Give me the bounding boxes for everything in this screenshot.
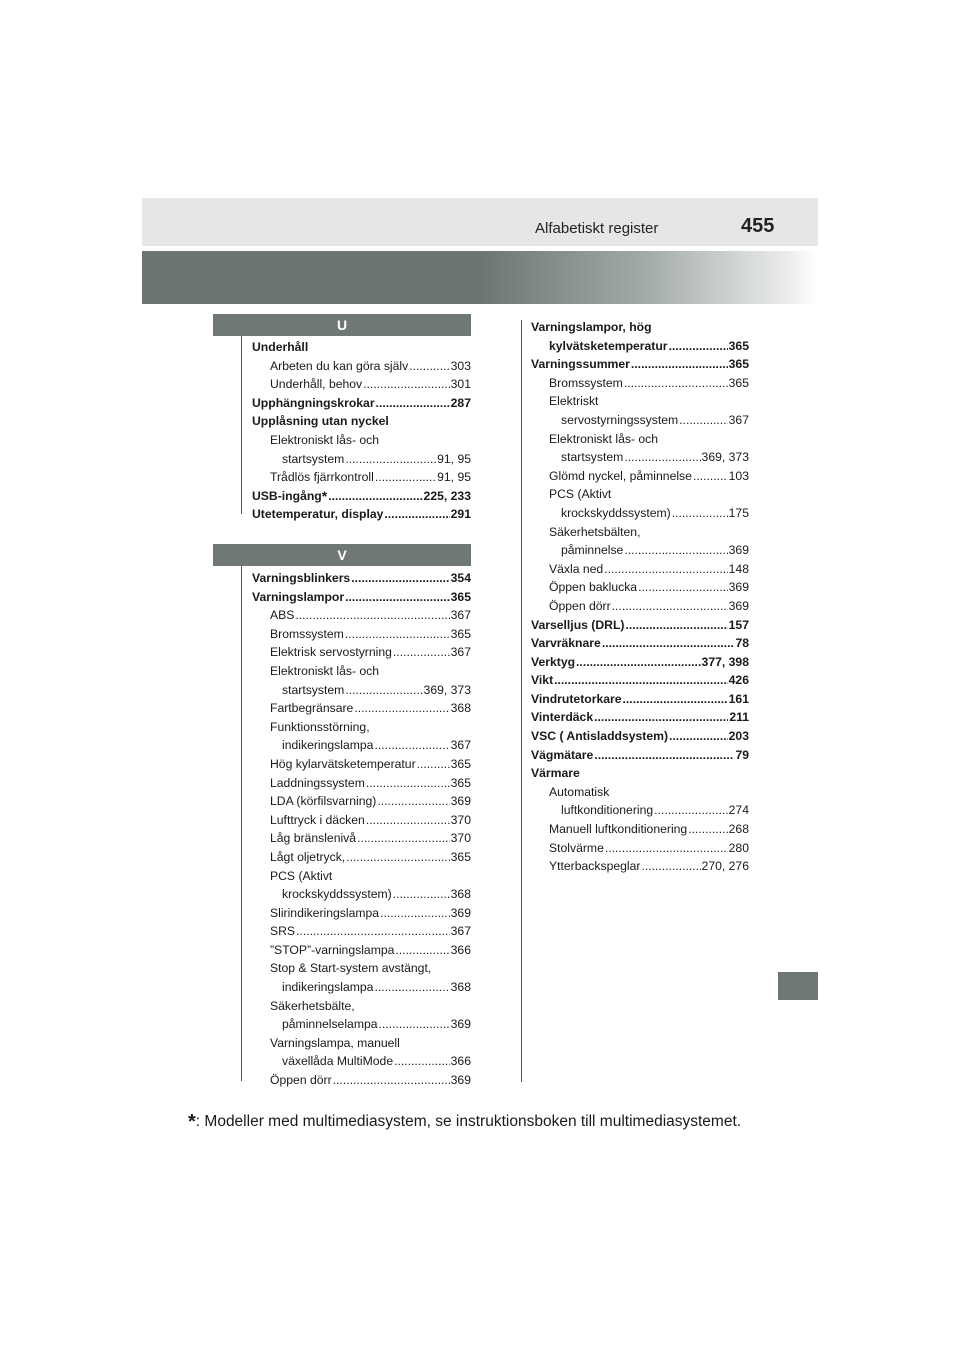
- dot-leader: [641, 857, 700, 876]
- index-entry: [252, 1034, 471, 1053]
- index-entry: [252, 606, 471, 625]
- dot-leader: [594, 746, 734, 765]
- index-column-right: [531, 318, 749, 876]
- index-entry-text: Bromssystem: [270, 626, 344, 641]
- index-entry-page: 369, 373: [423, 682, 471, 697]
- index-entry-page: 368: [450, 887, 471, 902]
- index-entry: [531, 801, 749, 820]
- index-entry: [531, 708, 749, 727]
- dot-leader: [357, 829, 450, 848]
- column-rule-v: [241, 566, 242, 1081]
- dot-leader: [375, 468, 436, 487]
- index-entry: [252, 792, 471, 811]
- index-entry-text: krockskyddssystem): [561, 505, 671, 520]
- index-entry-page: 426: [728, 673, 749, 688]
- index-entry-page: 78: [735, 636, 749, 651]
- index-entry-page: 79: [735, 747, 749, 762]
- index-entry-page: 366: [450, 1054, 471, 1069]
- index-entry: [252, 959, 471, 978]
- footnote-marker: *: [321, 487, 328, 504]
- index-entry: [531, 560, 749, 579]
- index-entry: [252, 662, 471, 681]
- index-entry-page: 203: [728, 729, 749, 744]
- index-entry-text: krockskyddssystem): [282, 887, 392, 902]
- dot-leader: [377, 792, 449, 811]
- index-entry: [252, 681, 471, 700]
- header-bar: [142, 198, 818, 246]
- index-entry: [252, 468, 471, 487]
- dot-leader: [624, 374, 728, 393]
- dot-leader: [346, 848, 449, 867]
- page-number: 455: [741, 215, 775, 237]
- index-entry: [252, 885, 471, 904]
- index-entry: [252, 569, 471, 588]
- index-entry-page: 274: [728, 803, 749, 818]
- index-entry-text: Lufttryck i däcken: [270, 812, 365, 827]
- dot-leader: [366, 811, 450, 830]
- dot-leader: [654, 801, 728, 820]
- index-entry: [252, 829, 471, 848]
- index-entry: [252, 755, 471, 774]
- index-entry: [531, 597, 749, 616]
- index-entry-text: Stop & Start-system avstängt,: [270, 961, 432, 976]
- index-entry: [252, 867, 471, 886]
- index-entry-text: Öppen baklucka: [549, 580, 638, 595]
- index-entry-page: 225, 233: [423, 488, 471, 503]
- index-entry-page: 91, 95: [437, 451, 471, 466]
- dot-leader: [295, 606, 449, 625]
- index-entry: [531, 690, 749, 709]
- index-entry-text: Laddningssystem: [270, 775, 365, 790]
- column-rule-middle: [521, 320, 522, 1082]
- index-entry-text: luftkonditionering: [561, 803, 654, 818]
- index-entry-text: Varningslampor: [252, 589, 345, 604]
- index-entry-text: Verktyg: [531, 654, 576, 669]
- index-entry-text: Elektroniskt lås- och: [270, 432, 380, 447]
- index-entry: [252, 588, 471, 607]
- index-entry-page: 148: [728, 561, 749, 576]
- index-entry: [531, 653, 749, 672]
- index-entry-text: Säkerhetsbälte,: [270, 998, 355, 1013]
- index-entry-page: 301: [450, 377, 471, 392]
- index-entry-page: 365: [728, 338, 749, 353]
- index-entry: [531, 485, 749, 504]
- index-entry-text: startsystem: [282, 451, 345, 466]
- index-entry-text: indikeringslampa: [282, 980, 374, 995]
- chapter-side-tab: [778, 972, 818, 1000]
- index-entry-page: 103: [728, 468, 749, 483]
- index-entry-page: 175: [728, 505, 749, 520]
- dot-leader: [345, 588, 450, 607]
- index-entry-page: 91, 95: [437, 470, 471, 485]
- index-entry-text: Underhåll: [252, 340, 309, 354]
- index-entry-text: LDA (körfilsvarning): [270, 794, 377, 809]
- dot-leader: [693, 467, 728, 486]
- dot-leader: [624, 448, 700, 467]
- index-entry-text: Ytterbackspeglar: [549, 859, 641, 874]
- index-entry: [252, 643, 471, 662]
- dot-leader: [679, 411, 727, 430]
- index-entry: [531, 616, 749, 635]
- dot-leader: [296, 922, 450, 941]
- index-entry-text: Lågt oljetryck,: [270, 849, 346, 864]
- index-entry-page: 370: [450, 812, 471, 827]
- footnote-star: *: [188, 1111, 196, 1133]
- index-entry: [531, 727, 749, 746]
- index-entry: [531, 764, 749, 783]
- index-column-u: [252, 338, 471, 524]
- index-entry: [252, 774, 471, 793]
- dot-leader: [554, 671, 728, 690]
- index-entry: [252, 904, 471, 923]
- dot-leader: [624, 541, 727, 560]
- index-entry-text: ”STOP”-varningslampa: [270, 942, 395, 957]
- index-entry-text: påminnelse: [561, 543, 624, 558]
- index-entry: [531, 504, 749, 523]
- dot-leader: [638, 578, 728, 597]
- dot-leader: [376, 394, 450, 413]
- index-entry-page: 270, 276: [701, 859, 749, 874]
- index-entry-text: kylvätsketemperatur: [549, 338, 668, 353]
- index-entry-text: Trådlös fjärrkontroll: [270, 470, 374, 485]
- index-entry-text: indikeringslampa: [282, 738, 374, 753]
- index-entry-text: Underhåll, behov: [270, 377, 363, 392]
- index-entry: [252, 699, 471, 718]
- index-entry: [252, 375, 471, 394]
- index-entry-text: Varvräknare: [531, 636, 601, 651]
- index-entry-text: Stolvärme: [549, 840, 604, 855]
- index-entry-text: Manuell luftkonditionering: [549, 822, 688, 837]
- column-rule-u: [241, 336, 242, 514]
- index-entry-text: Varningslampa, manuell: [270, 1035, 400, 1050]
- index-entry-text: USB-ingång: [252, 488, 322, 503]
- index-entry-page: 369: [450, 794, 471, 809]
- index-entry-text: Varningslampor, hög: [531, 320, 652, 334]
- dot-leader: [604, 560, 727, 579]
- index-entry-page: 157: [728, 617, 749, 632]
- dot-leader: [345, 681, 422, 700]
- index-entry: [531, 523, 749, 542]
- index-entry-text: Automatisk: [549, 784, 610, 799]
- index-entry: [531, 839, 749, 858]
- index-entry: [531, 857, 749, 876]
- index-entry: [531, 634, 749, 653]
- index-entry: [252, 505, 471, 524]
- index-entry-page: 365: [450, 775, 471, 790]
- index-entry-text: Arbeten du kan göra själv: [270, 358, 409, 373]
- footnote: [188, 1111, 741, 1134]
- dot-leader: [417, 755, 450, 774]
- index-entry-page: 368: [450, 980, 471, 995]
- index-entry-text: Låg bränslenivå: [270, 831, 357, 846]
- dot-leader: [594, 708, 728, 727]
- footnote-text: : Modeller med multimediasystem, se instruktionsboken till multimediasystemet.: [195, 1113, 742, 1130]
- index-entry-page: 369: [450, 1017, 471, 1032]
- index-entry-page: 365: [728, 375, 749, 390]
- index-entry: [252, 1071, 471, 1090]
- index-entry: [531, 430, 749, 449]
- index-entry-page: 368: [450, 701, 471, 716]
- dot-leader: [366, 774, 450, 793]
- index-entry-page: 370: [450, 831, 471, 846]
- index-entry: [531, 318, 749, 337]
- dot-leader: [409, 357, 449, 376]
- index-entry-page: 377, 398: [701, 654, 749, 669]
- chapter-banner: [142, 251, 818, 304]
- index-entry: [531, 392, 749, 411]
- index-entry-page: 369, 373: [701, 450, 749, 465]
- index-entry: [531, 355, 749, 374]
- index-entry-text: Öppen dörr: [549, 598, 611, 613]
- dot-leader: [354, 699, 449, 718]
- index-entry-text: startsystem: [561, 450, 624, 465]
- dot-leader: [328, 487, 422, 506]
- index-entry-text: Växla ned: [549, 561, 604, 576]
- page-title: Alfabetiskt register: [535, 220, 659, 237]
- dot-leader: [351, 569, 449, 588]
- index-entry-page: 211: [729, 710, 749, 725]
- index-entry: [252, 394, 471, 413]
- index-entry-text: Vikt: [531, 673, 554, 688]
- index-entry-page: 369: [450, 1073, 471, 1088]
- index-entry: [531, 467, 749, 486]
- index-entry-text: Varningsblinkers: [252, 571, 351, 585]
- index-entry: [531, 448, 749, 467]
- index-entry-page: 287: [450, 395, 471, 410]
- dot-leader: [395, 941, 449, 960]
- index-entry: [531, 541, 749, 560]
- index-entry-page: 367: [450, 645, 471, 660]
- dot-leader: [345, 625, 450, 644]
- index-entry: [252, 412, 471, 431]
- index-entry-text: påminnelselampa: [282, 1017, 378, 1032]
- index-entry-text: Varselljus (DRL): [531, 617, 625, 632]
- index-entry-page: 365: [450, 756, 471, 771]
- index-entry-text: Upphängningskrokar: [252, 395, 375, 410]
- index-entry-text: Utetemperatur, display: [252, 507, 384, 522]
- dot-leader: [393, 885, 450, 904]
- section-header-u: U: [213, 314, 471, 336]
- index-entry-text: växellåda MultiMode: [282, 1054, 394, 1069]
- index-entry: [531, 578, 749, 597]
- index-entry-text: Glömd nyckel, påminnelse: [549, 468, 692, 483]
- index-entry: [252, 487, 471, 506]
- index-entry: [252, 338, 471, 357]
- index-entry-text: Elektroniskt lås- och: [549, 431, 659, 446]
- dot-leader: [688, 820, 727, 839]
- dot-leader: [345, 450, 436, 469]
- index-entry: [252, 736, 471, 755]
- index-entry-page: 366: [450, 942, 471, 957]
- dot-leader: [602, 634, 735, 653]
- index-entry-page: 280: [728, 840, 749, 855]
- index-entry-text: Hög kylarvätsketemperatur: [270, 756, 416, 771]
- index-entry: [531, 820, 749, 839]
- index-entry-text: ABS: [270, 608, 295, 623]
- index-entry: [252, 1015, 471, 1034]
- index-entry-page: 161: [728, 691, 749, 706]
- index-entry: [252, 922, 471, 941]
- index-entry-page: 367: [728, 412, 749, 427]
- index-entry-page: 365: [450, 589, 471, 604]
- index-entry: [252, 357, 471, 376]
- index-entry-page: 365: [450, 849, 471, 864]
- dot-leader: [672, 504, 728, 523]
- index-entry-text: servostyrningssystem: [561, 412, 679, 427]
- dot-leader: [625, 616, 727, 635]
- index-entry-page: 354: [450, 571, 471, 585]
- index-entry-page: 369: [728, 598, 749, 613]
- dot-leader: [605, 839, 728, 858]
- index-entry-page: 291: [450, 507, 471, 522]
- index-entry: [252, 978, 471, 997]
- index-entry-text: Vinterdäck: [531, 710, 594, 725]
- dot-leader: [612, 597, 728, 616]
- index-entry: [531, 374, 749, 393]
- dot-leader: [576, 653, 701, 672]
- index-entry-text: Bromssystem: [549, 375, 623, 390]
- dot-leader: [379, 1015, 450, 1034]
- index-entry-text: PCS (Aktivt: [549, 487, 612, 502]
- dot-leader: [623, 690, 728, 709]
- index-entry-text: Varningssummer: [531, 357, 630, 372]
- index-entry-text: Upplåsning utan nyckel: [252, 414, 389, 429]
- index-entry-text: Funktionsstörning,: [270, 719, 370, 734]
- index-entry-text: Slirindikeringslampa: [270, 905, 380, 920]
- dot-leader: [374, 736, 449, 755]
- index-column-v: [252, 569, 471, 1090]
- index-entry: [252, 1052, 471, 1071]
- index-entry-page: 303: [450, 358, 471, 373]
- index-entry-text: Säkerhetsbälten,: [549, 524, 641, 539]
- index-entry-text: Värmare: [531, 766, 580, 781]
- index-entry-text: VSC ( Antisladdsystem): [531, 729, 669, 744]
- index-entry-page: 268: [728, 822, 749, 837]
- index-entry: [252, 431, 471, 450]
- index-entry-page: 367: [450, 924, 471, 939]
- index-entry: [531, 411, 749, 430]
- dot-leader: [363, 375, 450, 394]
- index-entry-page: 367: [450, 608, 471, 623]
- index-entry: [252, 997, 471, 1016]
- index-entry-text: Elektroniskt lås- och: [270, 663, 380, 678]
- index-entry-text: Öppen dörr: [270, 1073, 332, 1088]
- index-entry: [531, 746, 749, 765]
- index-entry: [252, 625, 471, 644]
- dot-leader: [384, 505, 449, 524]
- index-entry-page: 365: [450, 626, 471, 641]
- index-entry-page: 369: [728, 580, 749, 595]
- index-entry-text: Fartbegränsare: [270, 701, 354, 716]
- dot-leader: [374, 978, 449, 997]
- index-entry-text: PCS (Aktivt: [270, 868, 333, 883]
- index-entry-text: Vindrutetorkare: [531, 691, 622, 706]
- index-entry-text: Elektrisk servostyrning: [270, 645, 392, 660]
- index-entry-page: 367: [450, 738, 471, 753]
- index-entry: [252, 718, 471, 737]
- index-entry: [252, 450, 471, 469]
- index-entry: [531, 337, 749, 356]
- index-entry-page: 369: [728, 543, 749, 558]
- dot-leader: [631, 355, 728, 374]
- index-entry: [252, 811, 471, 830]
- index-entry-page: 365: [728, 357, 749, 372]
- index-entry-text: Elektriskt: [549, 394, 599, 409]
- index-entry: [252, 848, 471, 867]
- index-entry-text: startsystem: [282, 682, 345, 697]
- index-entry: [531, 671, 749, 690]
- index-entry-page: 369: [450, 905, 471, 920]
- dot-leader: [380, 904, 450, 923]
- dot-leader: [669, 727, 728, 746]
- dot-leader: [333, 1071, 450, 1090]
- dot-leader: [393, 643, 450, 662]
- section-header-v: V: [213, 544, 471, 566]
- dot-leader: [669, 337, 728, 356]
- dot-leader: [394, 1052, 450, 1071]
- index-entry-text: SRS: [270, 924, 296, 939]
- index-entry: [531, 783, 749, 802]
- index-entry-text: Vägmätare: [531, 747, 594, 762]
- index-entry: [252, 941, 471, 960]
